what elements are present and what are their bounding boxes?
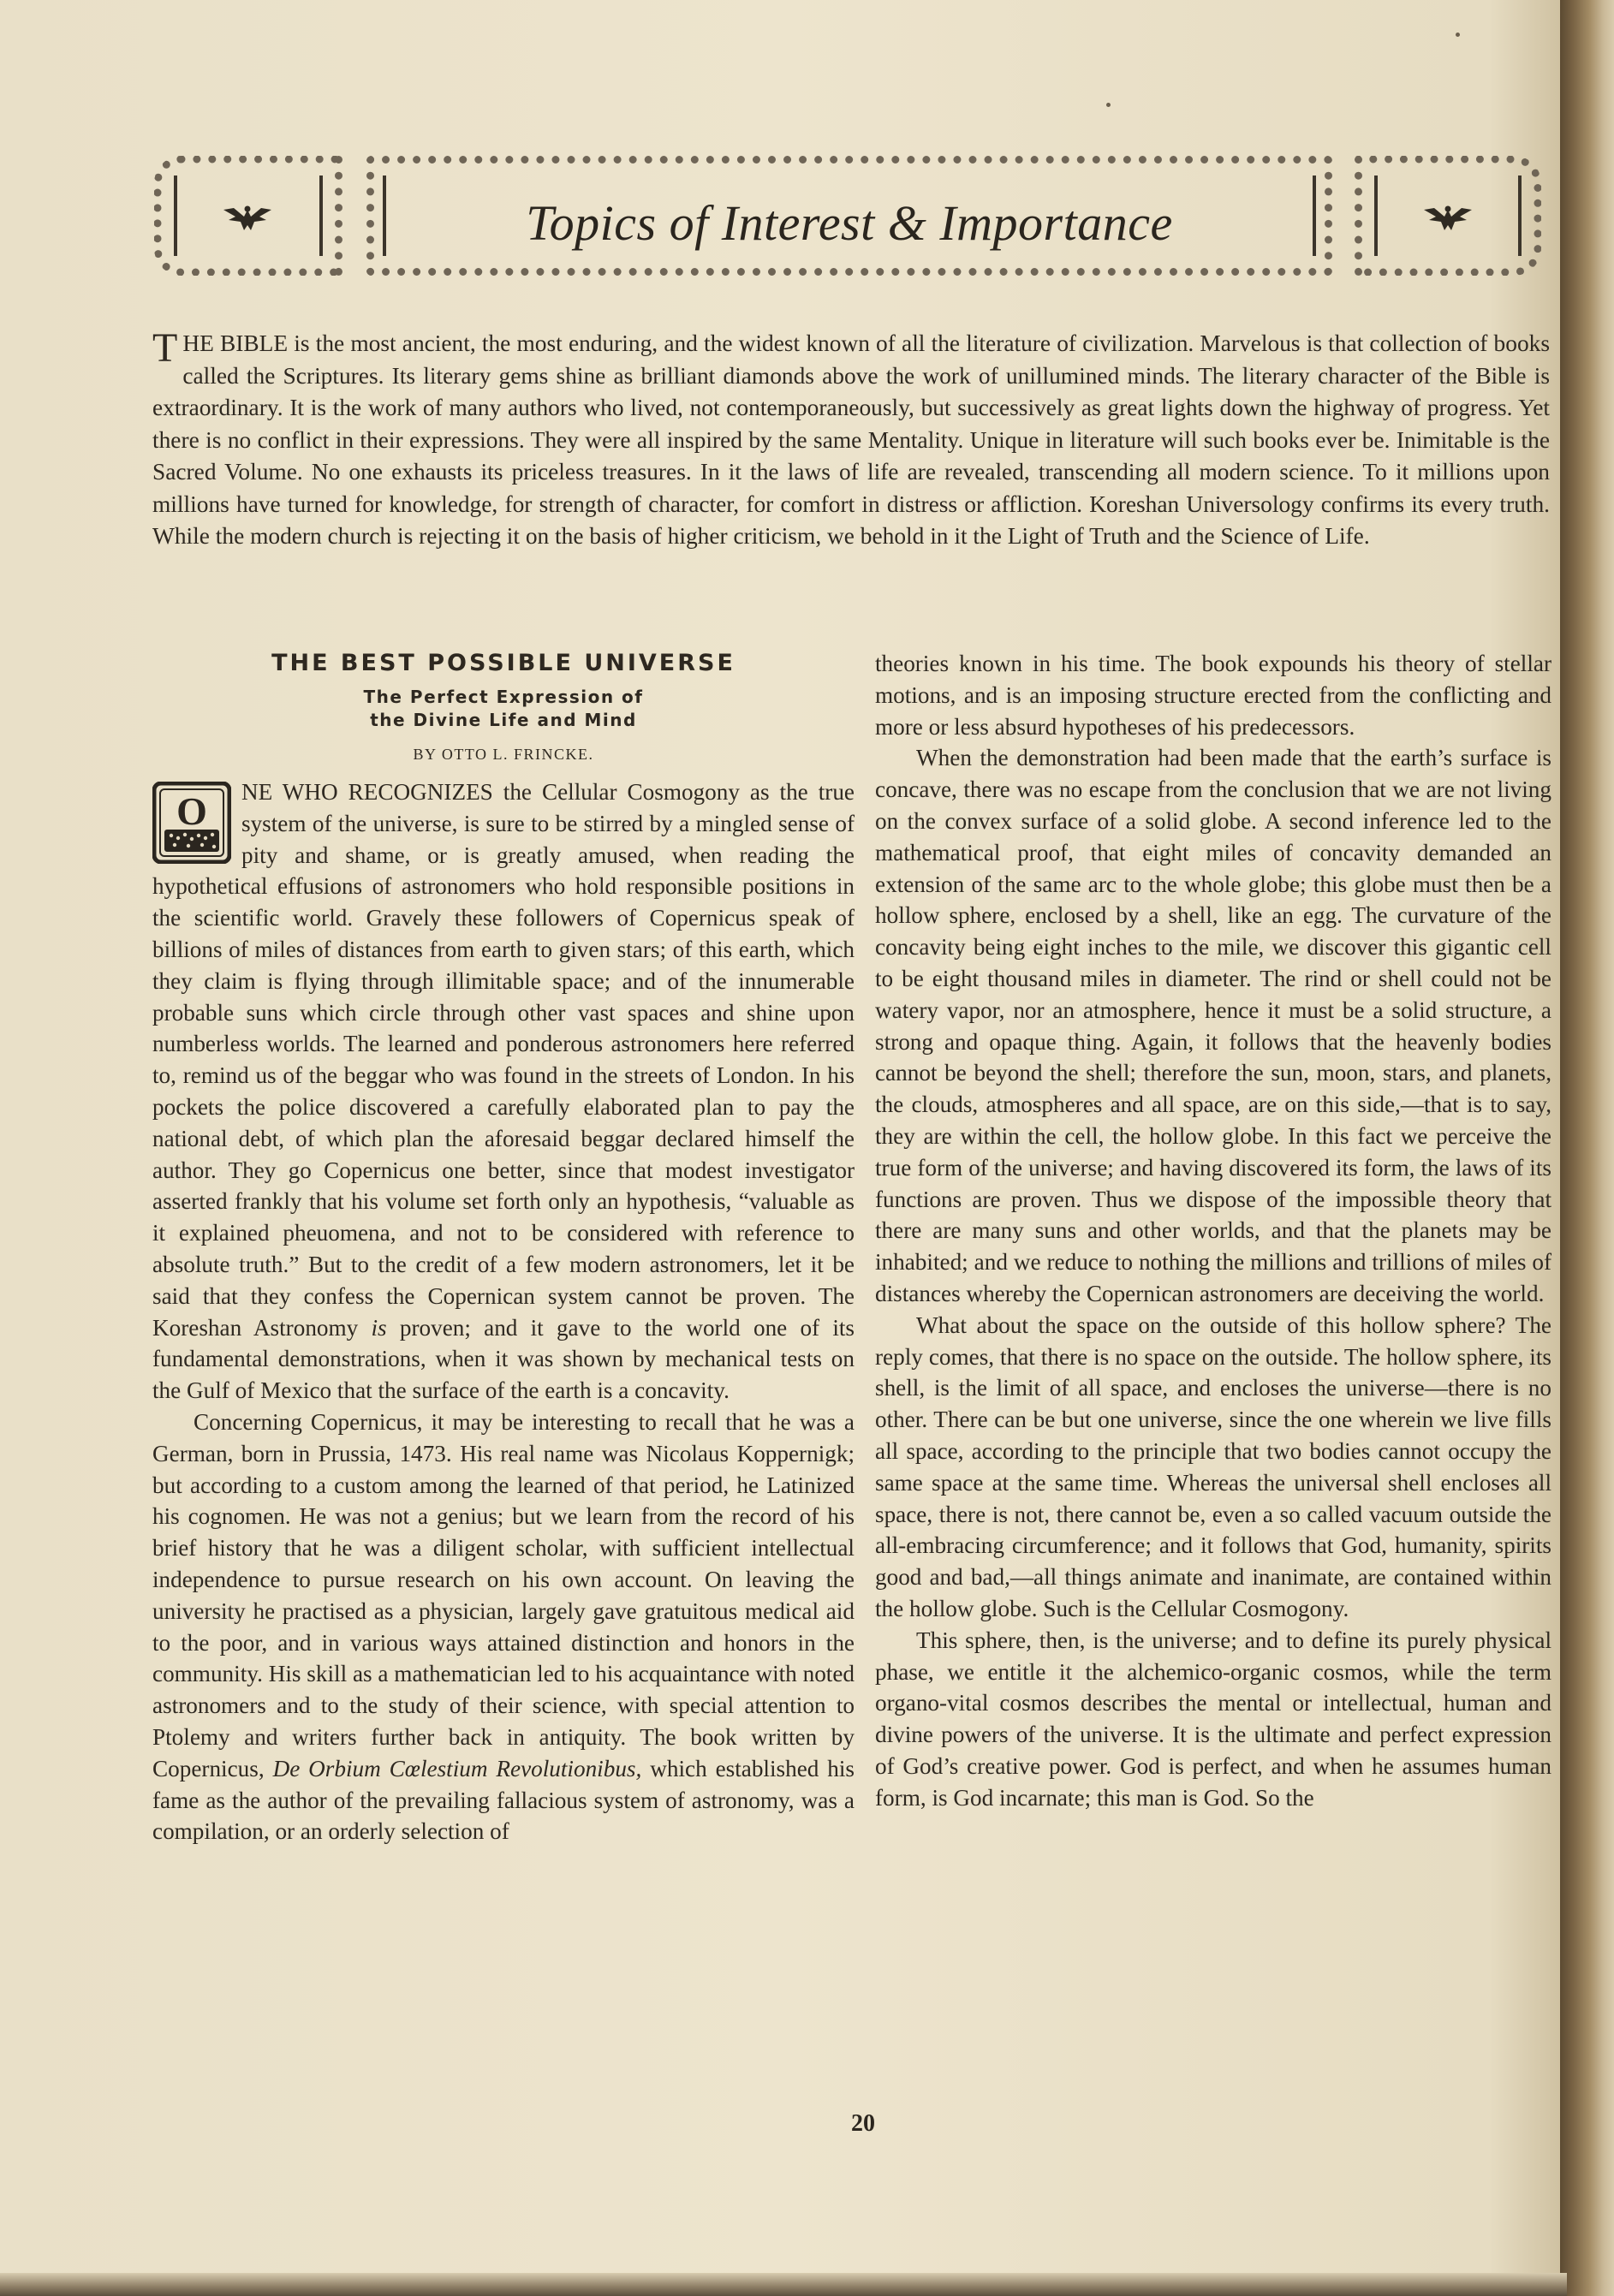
article-paragraph: theories known in his time. The book expounds his theory of stellar motions, and is an imposing structure erected from the conflicting and more or less absurd hypotheses of his predecessors. (875, 651, 1551, 740)
article-paragraph: What about the space on the outside of this hollow sphere? The reply comes, that there is no space on the outside. The hollow sphere, its shell, is the limit of all space, and encloses the universe—there is no other. There can be but one universe, since the one wherein we live fills all space, according to the principle that two bodies cannot occupy the same space at the same time. Whereas the universal shell encloses all space, there is not, there cannot be, even a so called vacuum outside the all-embracing circumference; and it follows that God, humanity, spirits good and bad,—all things animate and inanimate, are contained within the hollow globe. Such is the Cellular Cosmogony. (875, 1312, 1551, 1621)
article-paragraph-2-end: which established his fame as the author of the prevailing fallacious system of astronomy, was a compilation, or an orderly selection of (152, 1755, 855, 1845)
intro-dropcap: T (152, 325, 178, 371)
banner-right-ornament (1355, 156, 1541, 276)
intro-paragraph (152, 325, 1550, 553)
article-paragraph: When the demonstration had been made that the earth’s surface is concave, there was no escape from the conclusion that we are not living on the convex surface of a solid globe. A second inference led to the mathematical proof, that eight miles of concavity demanded an extension of the same arc to the whole globe; this globe must then be a hollow sphere, enclosed by a shell, like an egg. The curvature of the concavity being eight inches to the mile, we discover this gigantic cell to be eight thousand miles in diameter. The rind or shell could not be watery vapor, nor an atmosphere, hence it must be a solid structure, a strong and opaque thing. Again, it follows that the heavenly bodies cannot be beyond the shell; therefore the sun, moon, stars, and planets, the clouds, atmospheres and all space, are on this side,—that is to say, they are within the cell, the hollow globe. In this fact we perceive the true form of the universe; and having discovered its form, the laws of its functions are proven. Thus we dispose of the impossible theory that there are many suns and other worlds, and that the planets may be inhabited; and we reduce to nothing the millions and trillions of miles of distances whereby the Copernican astronomers are deceiving the world. (875, 745, 1551, 1306)
header-banner (154, 156, 1541, 280)
article-subtitle-line-2: the Divine Life and Mind (370, 710, 637, 730)
page-bottom-edge (0, 2273, 1567, 2296)
article-byline: BY OTTO L. FRINCKE. (413, 746, 594, 763)
emphasis: is (371, 1314, 387, 1341)
eagle-icon (222, 201, 273, 235)
ornamental-dropcap-o (152, 782, 231, 864)
banner-title-frame (366, 156, 1332, 276)
page-number: 20 (851, 2110, 875, 2137)
banner-left-ornament (154, 156, 342, 276)
article-paragraph: This sphere, then, is the universe; and to define its purely physical phase, we entitle it the alchemico-organic cosmos, while the term organo-vital cosmos describes the mental or intellectual, human and divine powers of the universe. It is the ultimate and perfect expression of God’s creative power. God is perfect, and when he assumes human form, is God incarnate; this man is God. So the (875, 1627, 1551, 1811)
book-title: De Orbium Cœlestium Revolutionibus, (272, 1755, 642, 1781)
book-spine-shadow (1560, 0, 1614, 2296)
paper-speck (1106, 103, 1111, 107)
article-left-column (152, 648, 855, 1847)
intro-text: HE BIBLE is the most ancient, the most enduring, and the widest known of all the literature of civilization. Marvelous is that collection of books called the Scriptures. Its literary gems shine as brilliant diamonds above the work of unillumined minds. The literary character of the Bible is extraordinary. It is the work of many authors who lived, not contemporaneously, but successively as great lights down the highway of progress. Yet there is no conflict in their expressions. They were all inspired by the same Mentality. Unique in literature will such books ever be. Inimitable is the Sacred Volume. No one exhausts its priceless treasures. In it the laws of life are revealed, transcending all modern science. To it millions upon millions have turned for knowledge, for strength of character, for comfort in distress or affliction. Koreshan Universology confirms its every truth. While the modern church is rejecting it on the basis of higher criticism, we behold in it the Light of Truth and the Science of Life. (152, 330, 1550, 549)
svg-text:O: O (176, 789, 207, 833)
paper-speck (1456, 33, 1460, 37)
article-title: THE BEST POSSIBLE UNIVERSE (271, 650, 736, 676)
article-right-column (875, 648, 1551, 1813)
section-title: Topics of Interest & Importance (526, 195, 1173, 251)
article-subtitle-line-1: The Perfect Expression of (363, 687, 644, 707)
eagle-icon (1422, 201, 1474, 235)
article-paragraph-2-text: Concerning Copernicus, it may be interesting to recall that he was a German, born in Prussia, 1473. His real name was Nicolaus Koppernigk; but according to a custom among the learned of that period, he Latinized his cognomen. He was not a genius; but we learn from the record of his brief history that he was a diligent scholar, with sufficient intellectual independence to pursue research on his own account. On leaving the university he practised as a physician, largely gave gratuitous medical aid to the poor, and in various ways attained distinction and honors in the community. His skill as a mathematician led to his acquaintance with noted astronomers and to the study of their science, with special attention to Ptolemy and writers further back in antiquity. The book written by Copernicus, (152, 1408, 855, 1781)
article-paragraph-1-end: proven; and it gave to the world one of its fundamental demonstrations, when it was shown by mechanical tests on the Gulf of Mexico that the surface of the earth is a concavity. (152, 1314, 855, 1404)
article-paragraph (152, 1407, 855, 1847)
article-paragraph (152, 776, 855, 1407)
article-paragraph-1-text: NE WHO RECOGNIZES the Cellular Cosmogony as the true system of the universe, is sure to be stirred by a mingled sense of pity and shame, or is greatly amused, when reading the hypothetical effusions of astronomers who hold responsible positions in the scientific world. Gravely these followers of Copernicus speak of billions of miles of distances from earth to given stars; of this earth, which they claim is flying through illimitable space; and of the innumerable probable suns which circle through other vast spaces and shine upon numberless worlds. The learned and ponderous astronomers here referred to, remind us of the beggar who was found in the streets of London. In his pockets the police discovered a carefully elaborated plan to pay the national debt, of which plan the aforesaid beggar declared himself the author. They go Copernicus one better, since that modest investigator asserted frankly that his volume set forth only an hypothesis, “valuable as it explained pheuomena, and not to be considered with reference to absolute truth.” But to the credit of a few modern astronomers, let it be said that they confess the Copernican system cannot be proven. The Koreshan Astronomy (152, 779, 855, 1341)
